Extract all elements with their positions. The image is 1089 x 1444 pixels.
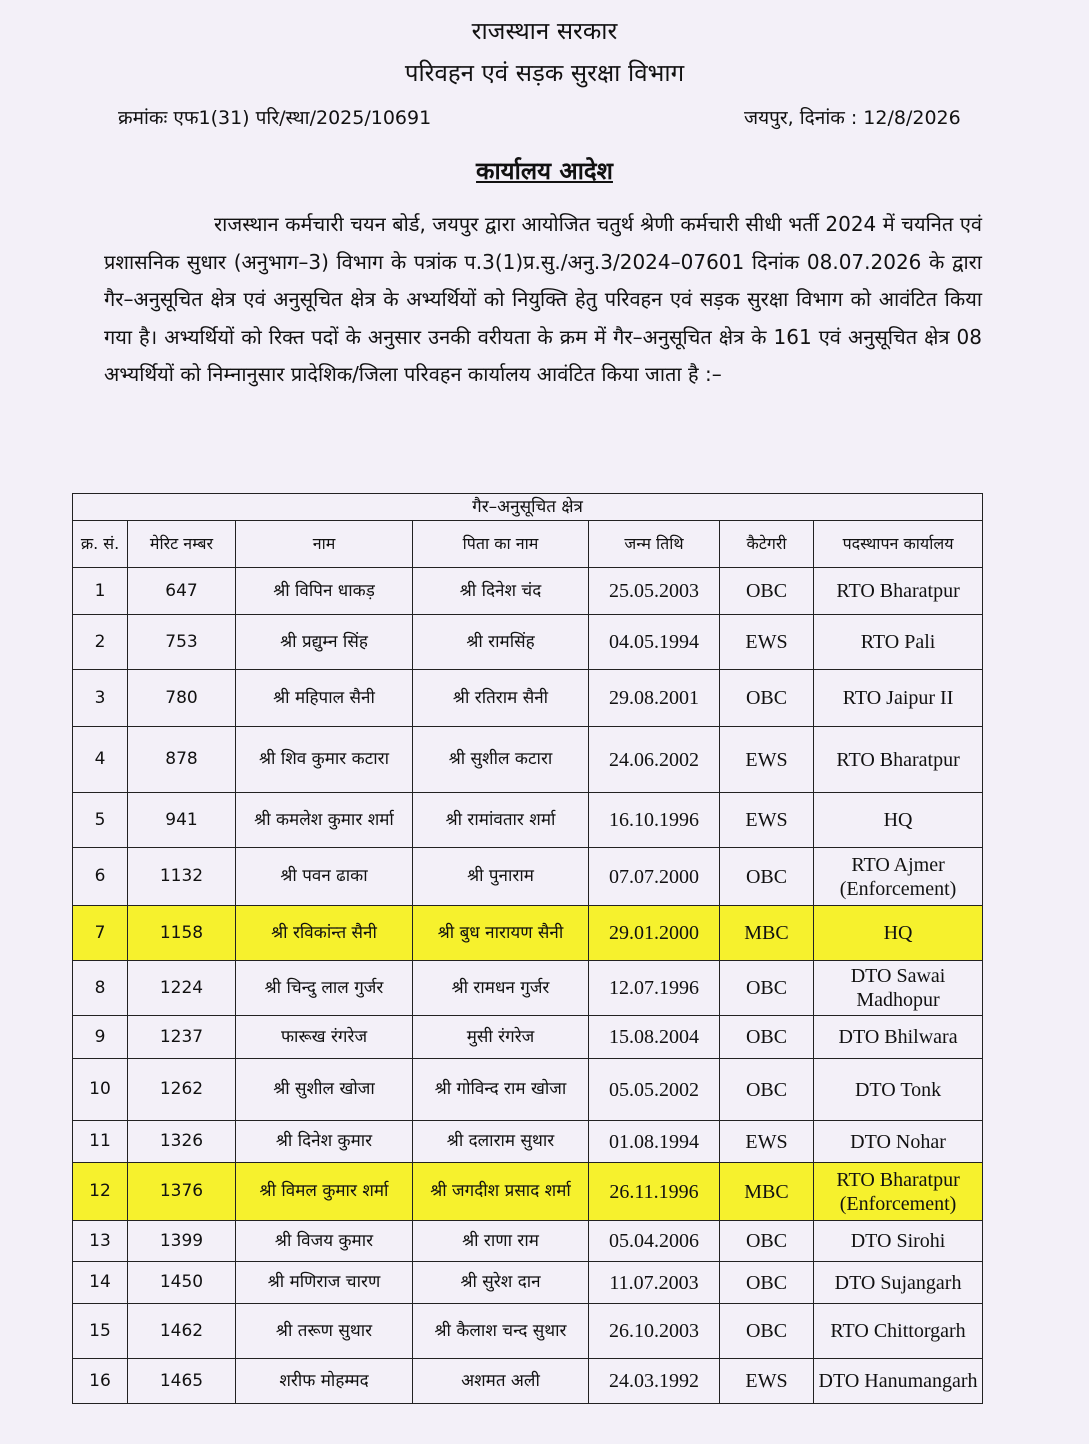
category-cell: OBC — [720, 1016, 814, 1059]
date-of-birth-cell: 15.08.2004 — [589, 1016, 720, 1059]
category-cell: OBC — [720, 568, 814, 615]
candidate-name-cell: श्री विजय कुमार — [236, 1221, 413, 1262]
table-row — [73, 1059, 983, 1121]
merit-number-cell: 1450 — [128, 1262, 236, 1304]
father-name-cell: श्री पुनाराम — [413, 848, 589, 906]
category-cell: OBC — [720, 1059, 814, 1121]
candidate-name-cell: श्री कमलेश कुमार शर्मा — [236, 793, 413, 848]
category-cell: OBC — [720, 1262, 814, 1304]
order-title: कार्यालय आदेश — [476, 157, 613, 185]
posting-office-cell: DTO Tonk — [814, 1059, 983, 1121]
date-of-birth-cell: 07.07.2000 — [589, 848, 720, 906]
category-cell: MBC — [720, 906, 814, 961]
candidate-name-cell: श्री तरूण सुथार — [236, 1304, 413, 1359]
table-row — [73, 1304, 983, 1359]
merit-number-cell: 1132 — [128, 848, 236, 906]
serial-number-cell: 4 — [73, 727, 128, 793]
serial-number-cell: 2 — [73, 615, 128, 670]
column-header-category: कैटेगरी — [720, 521, 814, 568]
posting-office-cell: HQ — [814, 906, 983, 961]
serial-number-cell: 7 — [73, 906, 128, 961]
order-body-text: राजस्थान कर्मचारी चयन बोर्ड, जयपुर द्वारा आयोजित चतुर्थ श्रेणी कर्मचारी सीधी भर्ती 2024 में चयनित एवं प्रशासनिक सुधार (अनुभाग–3) विभाग के पत्रांक प.3(1)प्र.सु./अनु.3/2024–07601 दिनांक 08.07.2026 के द्वारा गैर–अनुसूचित क्षेत्र एवं अनुसूचित क्षेत्र के अभ्यर्थियों को नियुक्ति हेतु परिवहन एवं सड़क सुरक्षा विभाग को आवंटित किया गया है। अभ्यर्थियों को रिक्त पदों के अनुसार उनकी वरीयता के क्रम में गैर–अनुसूचित क्षेत्र के 161 एवं अनुसूचित क्षेत्र 08 अभ्यर्थियों को निम्नानुसार प्रादेशिक/जिला परिवहन कार्यालय आवंटित किया जाता है :– — [104, 212, 982, 386]
section-title: गैर–अनुसूचित क्षेत्र — [73, 494, 983, 521]
candidate-name-cell: शरीफ मोहम्मद — [236, 1359, 413, 1404]
column-header-name: नाम — [236, 521, 413, 568]
date-of-birth-cell: 12.07.1996 — [589, 961, 720, 1016]
serial-number-cell: 15 — [73, 1304, 128, 1359]
category-cell: EWS — [720, 615, 814, 670]
date-of-birth-cell: 05.04.2006 — [589, 1221, 720, 1262]
column-header-row — [73, 521, 983, 568]
table-row — [73, 848, 983, 906]
table-row — [73, 1262, 983, 1304]
candidate-name-cell: श्री मणिराज चारण — [236, 1262, 413, 1304]
date-of-birth-cell: 24.06.2002 — [589, 727, 720, 793]
serial-number-cell: 3 — [73, 670, 128, 727]
table-row — [73, 727, 983, 793]
serial-number-cell: 8 — [73, 961, 128, 1016]
category-cell: OBC — [720, 1221, 814, 1262]
merit-number-cell: 780 — [128, 670, 236, 727]
date-of-birth-cell: 26.10.2003 — [589, 1304, 720, 1359]
candidate-name-cell: श्री दिनेश कुमार — [236, 1121, 413, 1163]
column-header-office: पदस्थापन कार्यालय — [814, 521, 983, 568]
posting-office-cell: RTO Bharatpur — [814, 727, 983, 793]
table-row — [73, 1359, 983, 1404]
date-of-birth-cell: 29.08.2001 — [589, 670, 720, 727]
merit-number-cell: 753 — [128, 615, 236, 670]
column-header-father: पिता का नाम — [413, 521, 589, 568]
date-of-birth-cell: 26.11.1996 — [589, 1163, 720, 1221]
table-row — [73, 568, 983, 615]
date-of-birth-cell: 01.08.1994 — [589, 1121, 720, 1163]
serial-number-cell: 10 — [73, 1059, 128, 1121]
father-name-cell: श्री राणा राम — [413, 1221, 589, 1262]
merit-number-cell: 1158 — [128, 906, 236, 961]
serial-number-cell: 14 — [73, 1262, 128, 1304]
serial-number-cell: 12 — [73, 1163, 128, 1221]
posting-office-cell: DTO Nohar — [814, 1121, 983, 1163]
date-of-birth-cell: 16.10.1996 — [589, 793, 720, 848]
table-row — [73, 670, 983, 727]
column-header-merit: मेरिट नम्बर — [128, 521, 236, 568]
candidate-name-cell: श्री प्रद्युम्न सिंह — [236, 615, 413, 670]
posting-office-cell: DTO Sawai Madhopur — [814, 961, 983, 1016]
department-heading: परिवहन एवं सड़क सुरक्षा विभाग — [404, 59, 685, 87]
posting-office-cell: RTO Bharatpur (Enforcement) — [814, 1163, 983, 1221]
date-of-birth-cell: 05.05.2002 — [589, 1059, 720, 1121]
candidate-name-cell: श्री विपिन धाकड़ — [236, 568, 413, 615]
category-cell: OBC — [720, 848, 814, 906]
posting-office-cell: RTO Pali — [814, 615, 983, 670]
candidate-name-cell: श्री चिन्दु लाल गुर्जर — [236, 961, 413, 1016]
category-cell: EWS — [720, 1121, 814, 1163]
column-header-sno: क्र. सं. — [73, 521, 128, 568]
date-of-birth-cell: 11.07.2003 — [589, 1262, 720, 1304]
table-row — [73, 1121, 983, 1163]
table-row — [73, 615, 983, 670]
serial-number-cell: 5 — [73, 793, 128, 848]
father-name-cell: मुसी रंगरेज — [413, 1016, 589, 1059]
candidate-name-cell: श्री पवन ढाका — [236, 848, 413, 906]
merit-number-cell: 1465 — [128, 1359, 236, 1404]
father-name-cell: श्री कैलाश चन्द सुथार — [413, 1304, 589, 1359]
merit-number-cell: 647 — [128, 568, 236, 615]
serial-number-cell: 13 — [73, 1221, 128, 1262]
government-heading: राजस्थान सरकार — [471, 17, 618, 45]
father-name-cell: श्री रतिराम सैनी — [413, 670, 589, 727]
father-name-cell: श्री दलाराम सुथार — [413, 1121, 589, 1163]
merit-number-cell: 1237 — [128, 1016, 236, 1059]
posting-office-cell: HQ — [814, 793, 983, 848]
category-cell: OBC — [720, 961, 814, 1016]
merit-number-cell: 1376 — [128, 1163, 236, 1221]
table-row — [73, 1221, 983, 1262]
posting-office-cell: RTO Chittorgarh — [814, 1304, 983, 1359]
date-of-birth-cell: 04.05.1994 — [589, 615, 720, 670]
category-cell: EWS — [720, 793, 814, 848]
allocation-table — [72, 493, 983, 1404]
date-of-birth-cell: 25.05.2003 — [589, 568, 720, 615]
father-name-cell: श्री रामांवतार शर्मा — [413, 793, 589, 848]
father-name-cell: श्री रामधन गुर्जर — [413, 961, 589, 1016]
posting-office-cell: RTO Ajmer (Enforcement) — [814, 848, 983, 906]
merit-number-cell: 1399 — [128, 1221, 236, 1262]
father-name-cell: अशमत अली — [413, 1359, 589, 1404]
table-row — [73, 906, 983, 961]
table-row — [73, 1016, 983, 1059]
posting-office-cell: RTO Jaipur II — [814, 670, 983, 727]
candidate-name-cell: श्री रविकांन्त सैनी — [236, 906, 413, 961]
category-cell: OBC — [720, 1304, 814, 1359]
serial-number-cell: 16 — [73, 1359, 128, 1404]
posting-office-cell: DTO Hanumangarh — [814, 1359, 983, 1404]
reference-number: क्रमांकः एफ1(31) परि/स्था/2025/10691 — [118, 107, 432, 129]
place-date: जयपुर, दिनांक : 12/8/2026 — [744, 107, 961, 129]
posting-office-cell: DTO Sujangarh — [814, 1262, 983, 1304]
posting-office-cell: DTO Bhilwara — [814, 1016, 983, 1059]
father-name-cell: श्री दिनेश चंद — [413, 568, 589, 615]
candidate-name-cell: श्री शिव कुमार कटारा — [236, 727, 413, 793]
category-cell: MBC — [720, 1163, 814, 1221]
merit-number-cell: 1262 — [128, 1059, 236, 1121]
candidate-name-cell: श्री महिपाल सैनी — [236, 670, 413, 727]
merit-number-cell: 941 — [128, 793, 236, 848]
father-name-cell: श्री जगदीश प्रसाद शर्मा — [413, 1163, 589, 1221]
father-name-cell: श्री रामसिंह — [413, 615, 589, 670]
candidate-name-cell: श्री विमल कुमार शर्मा — [236, 1163, 413, 1221]
candidate-name-cell: फारूख रंगरेज — [236, 1016, 413, 1059]
serial-number-cell: 9 — [73, 1016, 128, 1059]
date-of-birth-cell: 24.03.1992 — [589, 1359, 720, 1404]
merit-number-cell: 1462 — [128, 1304, 236, 1359]
merit-number-cell: 878 — [128, 727, 236, 793]
serial-number-cell: 6 — [73, 848, 128, 906]
serial-number-cell: 1 — [73, 568, 128, 615]
date-of-birth-cell: 29.01.2000 — [589, 906, 720, 961]
candidate-name-cell: श्री सुशील खोजा — [236, 1059, 413, 1121]
table-row — [73, 793, 983, 848]
category-cell: EWS — [720, 1359, 814, 1404]
merit-number-cell: 1224 — [128, 961, 236, 1016]
father-name-cell: श्री बुध नारायण सैनी — [413, 906, 589, 961]
father-name-cell: श्री सुरेश दान — [413, 1262, 589, 1304]
table-row — [73, 1163, 983, 1221]
category-cell: EWS — [720, 727, 814, 793]
posting-office-cell: RTO Bharatpur — [814, 568, 983, 615]
serial-number-cell: 11 — [73, 1121, 128, 1163]
posting-office-cell: DTO Sirohi — [814, 1221, 983, 1262]
father-name-cell: श्री सुशील कटारा — [413, 727, 589, 793]
column-header-dob: जन्म तिथि — [589, 521, 720, 568]
table-row — [73, 961, 983, 1016]
merit-number-cell: 1326 — [128, 1121, 236, 1163]
father-name-cell: श्री गोविन्द राम खोजा — [413, 1059, 589, 1121]
category-cell: OBC — [720, 670, 814, 727]
